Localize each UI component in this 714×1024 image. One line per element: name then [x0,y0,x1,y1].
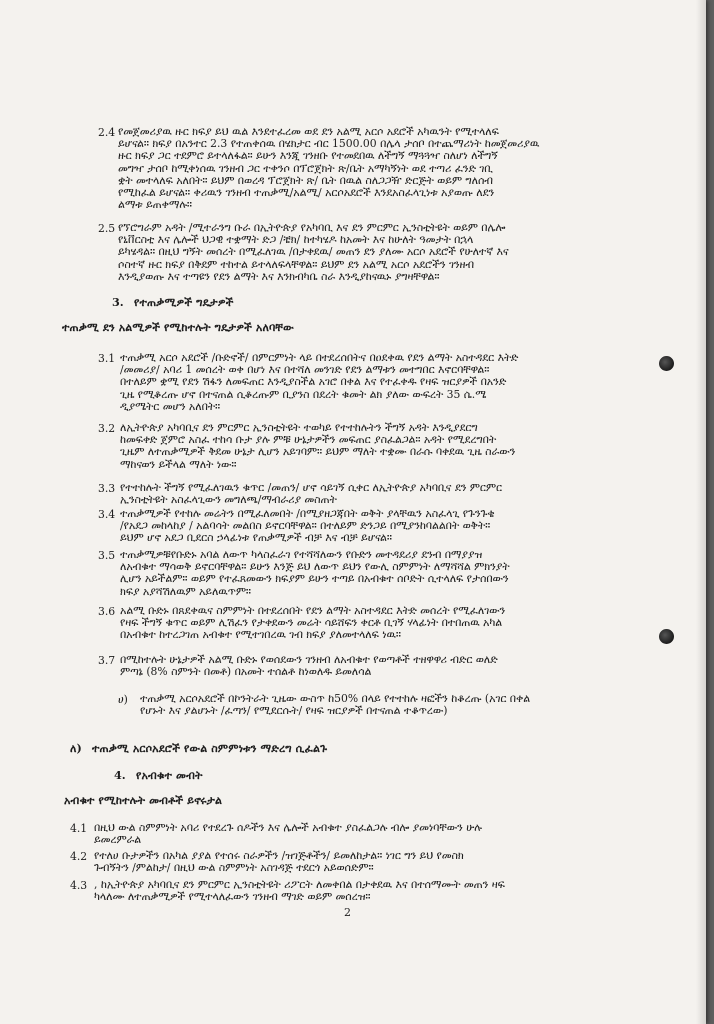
heading-3-sub: ተጠቃሚ ደን አልሚዎች የሚከተሉት ግዴታዎች አለባቸው [62,320,294,334]
text-line: ተጠቃሚዎች የተከሉ መሬትን በሚፈለመበት /በሚያዘጋጃበት ወቅት ያላቸዉን አስፈላጊ የጉንጉቄ [120,508,495,520]
text-line: የዛፍ ችግኝ ቁጥር ወይም ሊሽፈን የታቀደውን መሬት ሳይሸፍን ቀርቶ ቢገኝ ሃላፊነት በተበጠዉ አካል [120,617,503,630]
text-line: ለአብቁተ ማሳወቅ ይኖርባቸዋል። ይሁን እንጅ ይህ ለውጥ ይህን የውሊ ስምምነት ለማሻሻል ምክንያት [120,561,510,574]
heading-3-title: የተጠቃሚዎች ግዴታዎች [134,295,234,309]
text-line: /መመሪያ/ አባሪ 1 መሰረት ወቀ በሆነ እና በተሻለ መንገድ የደን ልማቱን መተግበር እኖርባቸዋል። [120,364,490,377]
section-number: 3.7 [98,654,116,667]
sub-item-b-text: ተጠቃሚ አርሶአደሮች የውል ስምምነቱን ማድረግ ሲፈልጉ [92,741,328,755]
text-line: በዚህ ውል ስምምነት አባሪ የተደረጉ ሰዶችን እና ሌሎች አብቁተ ያስፈልጋሉ ብሎ ያመነባቸውን ሁሉ [94,822,482,834]
section-number: 3.2 [98,422,116,435]
text-line: ዙር ክፍያ ጋር ተደምሮ ይተላለፋል። ይሁን እንጂ ገንዘቡ የተመደበዉ ለችግኝ ማጓጓዣ ስለሆነ ለችግኝ [118,150,498,163]
text-line: ይካሄዳል። በዚህ ግኝት መሰረት በሚፈለገዉ /በታቀደዉ/ መጠን ደን ያለሙ አርሶ አደሮች የሁለተኛ እና [118,246,509,259]
text-line: በተለይም ቋሚ የደን ሽፋን ለመፍጠር እንዲያስችል አገሮ በቀል እና የተፈቀዱ የዛፍ ዝርያዎች በአንድ [120,376,507,389]
text-line: ጊዜ የሚቆረጡ ሆኖ በተናጠል ሲቆረጡም ቢያንስ በደረት ቁመት ልክ ያለው ውፍረት 35 ሴ.ሜ [120,388,487,401]
text-line: የተተከሉት ችግኝ የሚፈለገዉን ቁጥር /መጠን/ ሆኖ ሳይገኝ ሲቀር ለኢትዮጵያ አካባቢና ደን ምርምር [120,482,502,494]
sub-item-label: ሀ) [118,693,128,706]
text-line: ተጠቃሚ አርሶአደሮች በኮንትራት ጊዜው ውስጥ ከ50% በላይ የተተከሉ ዛፎችን ከቆረጡ (አገር በቀል [140,693,531,705]
heading-4-number: 4. [114,768,126,782]
text-line: በሚከተሉት ሁኔታዎች አልሚ ቡድኑ የወሰደውን ገንዘብ ለአብቁተ የወጣቶች ተዘዋዋሪ ብድር ወለድ [120,654,498,666]
section-number: 3.6 [98,605,116,618]
text-line: ሊሆን አይችልም። ወይም የተፈጸመውን ክፍያም ይሁን ተጣይ በአብቁተ ሰቦድት ሲተላለፍ የታሰበውን [120,573,509,586]
text-line: , ከኢትዮጵያ አካባቢና ደን ምርምር ኢንስቲትዩት ሪፖርት ለመቀበል በታቀደዉ እና በተሰማሙት መጠን ዛፍ [94,879,505,891]
section-number: 2.4 [98,126,116,139]
text-line: የመጀመሪያዉ ዙር ክፍያ ይህ ዉል እንደተፈረመ ወደ ደን አልሚ አርሶ አደሮች አካዉንት የሚተላለፍ [118,126,499,138]
text-line: ቋት መተላለፍ አለበት። ይህም በወረዳ ፕሮጀክት ጽ/ ቤት በዉል ስለጋጋዥ ድርጅት ወይም ግለሰብ [118,174,493,187]
text-line: እንዲያወጡ እና ተጣዩን የደን ልማት እና እንክብካቤ ስራ እንዲያከናዉኑ ያግዛቸዋል። [118,270,440,283]
section-number: 4.2 [70,850,88,863]
text-line: ማከናወን ይችላል ማለት ነው። [120,458,237,471]
text-line: የሆኑት እና ያልሆኑት /ፈጣን/ የሚደርሱት/ የዛፍ ዝርያዎች በተናጠል ተቆጥረው) [140,705,448,718]
text-line: የኘሮግራም አዳት /ሚተራንግ ቡራ በኢትዮጵያ የአካባቢ እና ደን ምርምር ኢንስቲትዩት ወይም በሌሎ [118,222,506,234]
text-line: ካላለሙ ለተጠቃሚዎች የሚተላለፈውን ገንዘብ ማገድ ወይም መሰረዝ። [94,891,371,904]
heading-4-sub: አብቁተ የሚከተሉት መብቶች ይኖሩታል [64,793,223,807]
text-line: በአብቁተ ከተረጋገጠ አብቁተ የሚተገበረዉ ገብ ክፍያ ያለመተላለፍ ነዉ። [120,629,401,642]
text-line: ተጠቃሚ አርሶ አደሮች /ቡድኖች/ በምርምነት ላይ በተደረሰበትና በዐደቀዉ የደን ልማት አስተዳደር እትድ [120,352,519,364]
section-number: 3.1 [98,352,116,365]
text-line: የተለሀ ቡታዎችን በአካል ያያል የተሰሩ ስራዎችን /ዝገጅቶችን/ ይመለከታል። ነገር ግን ይህ የመስክ [94,850,464,862]
sub-item-b-label: ለ) [70,741,82,755]
text-line: ልማቱ ይጠቀማሉ። [118,199,192,212]
text-line: ሶስተኛ ዙር ክፍያ በቅደም ተከተል ይተላለፍላቸዋል። ይህም ደን አልሚ አርሶ አደሮችን ገንዘብ [118,258,474,271]
section-number: 2.5 [98,222,116,235]
text-line: ዲያሜትር መሆን አለበት። [120,400,221,413]
text-line: የኒቨርስቲ እና ሌሎች ህጋዊ ተቋማት ድጋ /ቼክ/ ከተካሄዶ ከአመት እና ከሁለት ዓመታት በኋላ [118,234,474,247]
text-line: አልሚ ቡድኑ በጸደቀዉና ስምምነት በተደረሰበት የደን ልማት አስተዳደር እትድ መሰረት የሚፈለገውን [120,605,506,617]
text-line: መግዣ ታሰቦ ከሚቀነሰዉ ገንዘብ ጋር ተቀንሶ በፕሮጀክት ጽ/ቤት አማካኝነት ወደ ተጣሪ ፈንድ ገቢ [118,162,493,175]
text-line: ጉብኝትን /ምልከታ/ በዚህ ውል ስምምነት አስገዳጅ ተደርጎ አይወሰድም። [94,862,374,875]
section-number: 3.3 [98,482,116,495]
section-number: 3.4 [98,508,116,521]
text-line: ኢንስቲትዩት አስፈላጊውን መግለጫ/ማብራሪያ መስጠት [120,494,337,507]
text-line: ይሆናል። ክፍያ በአንተር 2.3 የተጠቀሰዉ በሄክታር ብር 1500.00 በሌላ ታሰቦ በተጨማሪነት ከመጀመሪያዉ [118,138,540,151]
page-number: 2 [344,906,351,919]
text-line: ይመረምራል [94,834,142,847]
section-number: 4.3 [70,879,88,892]
text-line: ምጣኔ (8% ስምንት በመቶ) በአመት ተሰልቶ ከነወለዱ ይመለሳል [120,666,372,679]
section-number: 3.5 [98,549,116,562]
text-line: ይህም ሆኖ አደጋ ቢደርስ ኃላፊነቱ የጠቃሚዎች ብቻ እና ብቻ ይሆናል። [120,532,392,545]
text-line: /የአደጋ መከላከያ / አልባሳት መልበስ ይኖርባቸዋል። በተለይም ድንጋይ በሚያንከባልልበት ወቅት። [120,520,491,533]
text-line: ለኢትዮጵያ አካባቢና ደን ምርምር ኢንስቲትዩት ተወካይ የተተከሉትን ችግኝ አዳት እንዲያደርግ [120,422,478,434]
section-number: 4.1 [70,822,88,835]
text-line: ከመፍቀድ ጀምሮ አስፈ ተከሳ ቡታ ያሉ ምቹ ሁኔታዎችን መፍጠር ያስፈልጋል። አዳት የሚደረግበት [120,434,497,447]
text-line: ተጠቃሚዎቹየቡድኑ አባል ለውጥ ካላስፈራገ የተሻሻለውን የቡድን መተዳደሪያ ደንብ በማያያዝ [120,549,483,561]
text-line: ጊዜም ለተጠቃሚዎች ቅደመ ሁኔታ ሊሆን አይገባም። ይህም ማለት ተቋሙ በራሱ ባቀደዉ ጊዜ ስራውን [120,446,516,459]
text-line: የሚከፈል ይሆናል። ቀሪዉን ገንዘብ ተጠቃሚ/አልሚ/ አርሶአደሮች እንደአስፈላጊነቱ አያወጡ ለደን [118,186,495,199]
heading-3-number: 3. [112,295,124,309]
heading-4-title: የአብቁተ መብት [136,768,203,782]
text-line: ክፍያ አያሻሽለዉም አይለዉጥም። [120,585,251,598]
